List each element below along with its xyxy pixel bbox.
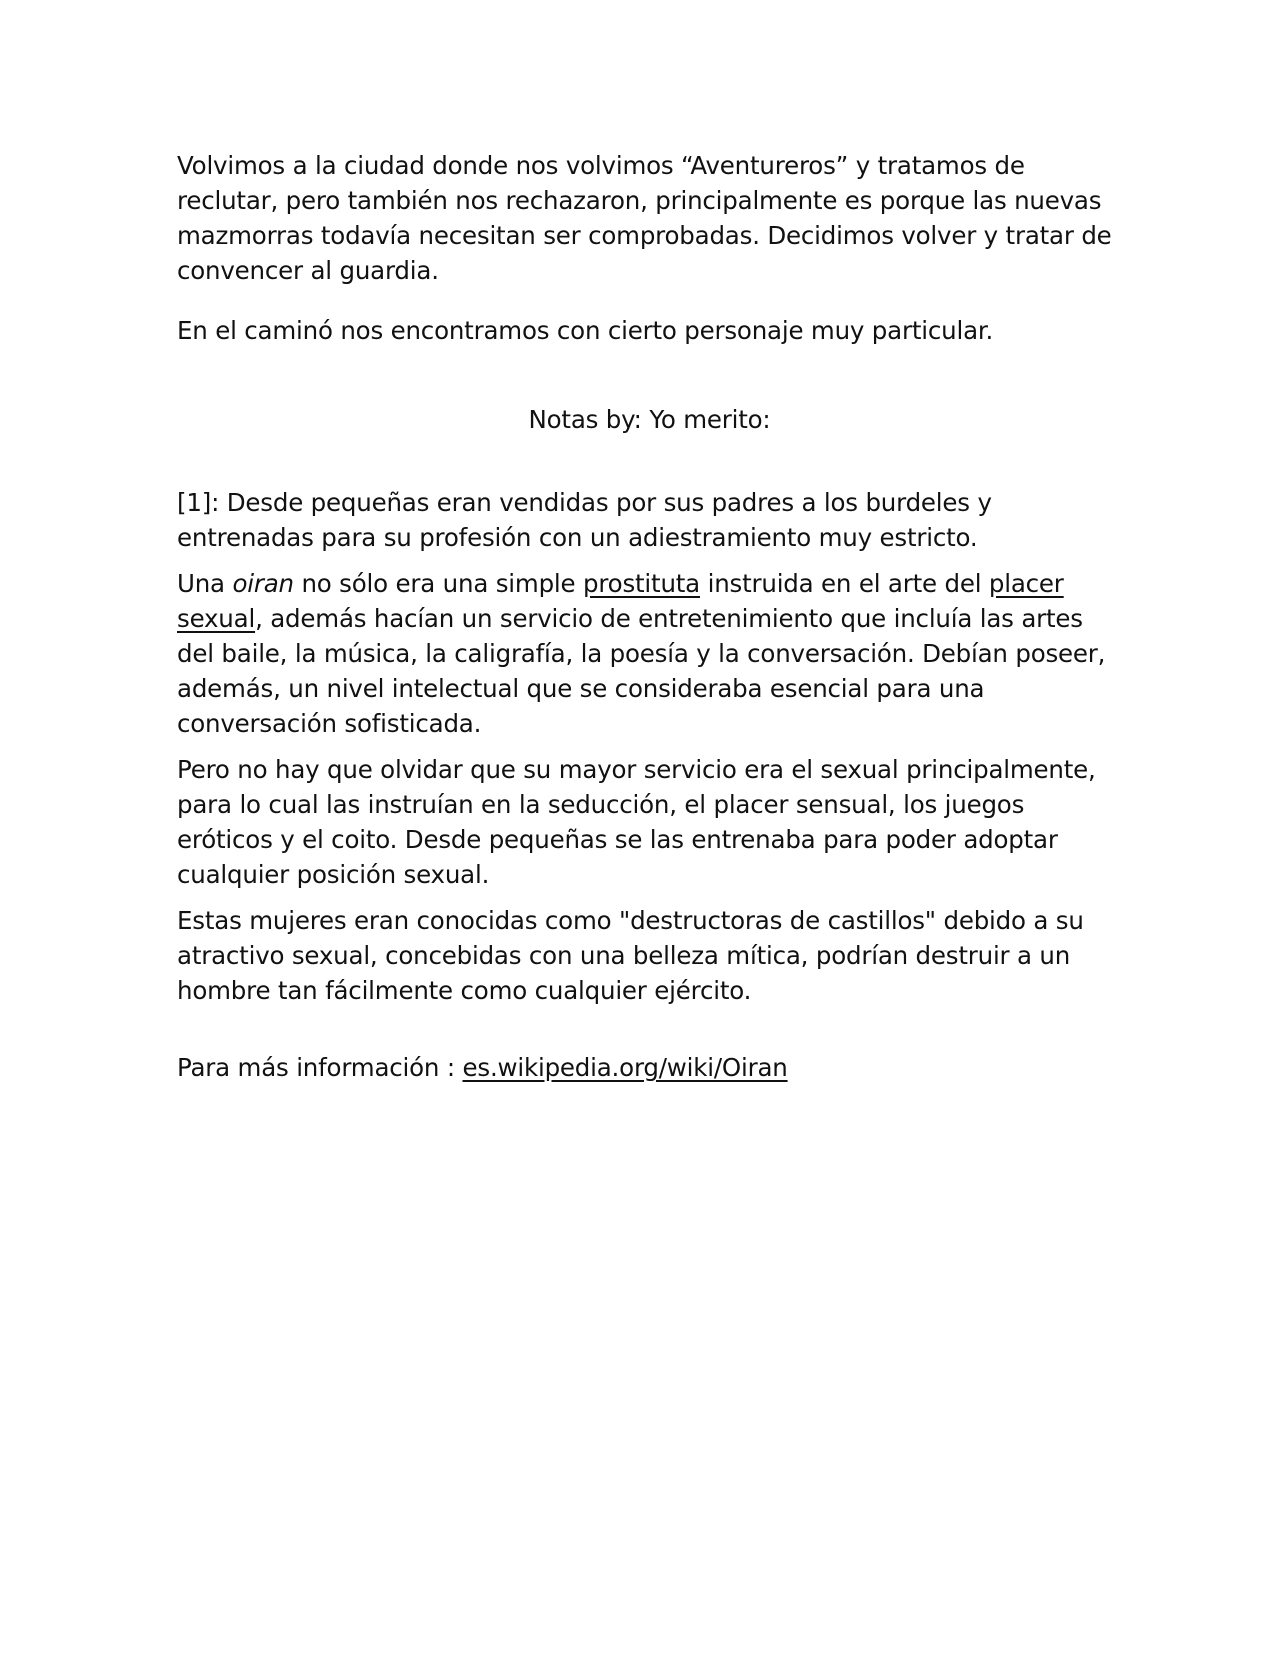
notes-heading: Notas by: Yo merito: bbox=[528, 405, 771, 434]
story-paragraph-1: Volvimos a la ciudad donde nos volvimos “Aventureros” y tratamos de reclutar, pero también nos rechazaron, principalmente es porque las nuevas mazmorras todavía necesitan ser comprobadas. Decidimos volver y tratar de convencer al guardia. bbox=[177, 151, 1112, 285]
prostituta-link[interactable]: prostituta bbox=[582, 569, 700, 598]
pero-paragraph: Pero no hay que olvidar que su mayor servicio era el sexual principalmente, para lo cual las instruían en la seducción, el placer sensual, los juegos eróticos y el coito. Desde pequeñas se las entrenaba para poder adoptar cualquier posición sexual. bbox=[177, 755, 1096, 889]
oiran-italic-term: oiran bbox=[232, 569, 294, 598]
oiran-text-part-4: , además hacían un servicio de entretenimiento que incluía las artes del baile, la música, la caligrafía, la poesía y la conversación. Debían poseer, además, un nivel intelectual que se consideraba esencial para una conversación sofisticada. bbox=[177, 604, 1106, 738]
note-1-paragraph: [1]: Desde pequeñas eran vendidas por sus padres a los burdeles y entrenadas para su profesión con un adiestramiento muy estricto. bbox=[177, 488, 992, 552]
more-info-line bbox=[177, 1050, 1122, 1085]
placer-sexual-link[interactable]: placer sexual bbox=[177, 569, 1064, 633]
more-info-label: Para más información : bbox=[177, 1053, 463, 1082]
document-page bbox=[177, 148, 1122, 1085]
oiran-text-part-3: instruida en el arte del bbox=[700, 569, 989, 598]
wikipedia-link[interactable]: es.wikipedia.org/wiki/Oiran bbox=[462, 1053, 788, 1082]
estas-paragraph: Estas mujeres eran conocidas como "destructoras de castillos" debido a su atractivo sexual, concebidas con una belleza mítica, podrían destruir a un hombre tan fácilmente como cualquier ejército. bbox=[177, 906, 1084, 1005]
story-paragraph-2: En el caminó nos encontramos con cierto personaje muy particular. bbox=[177, 316, 994, 345]
oiran-paragraph bbox=[177, 566, 1122, 741]
oiran-text-part-1: Una bbox=[177, 569, 233, 598]
oiran-text-part-2: no sólo era una simple bbox=[293, 569, 583, 598]
